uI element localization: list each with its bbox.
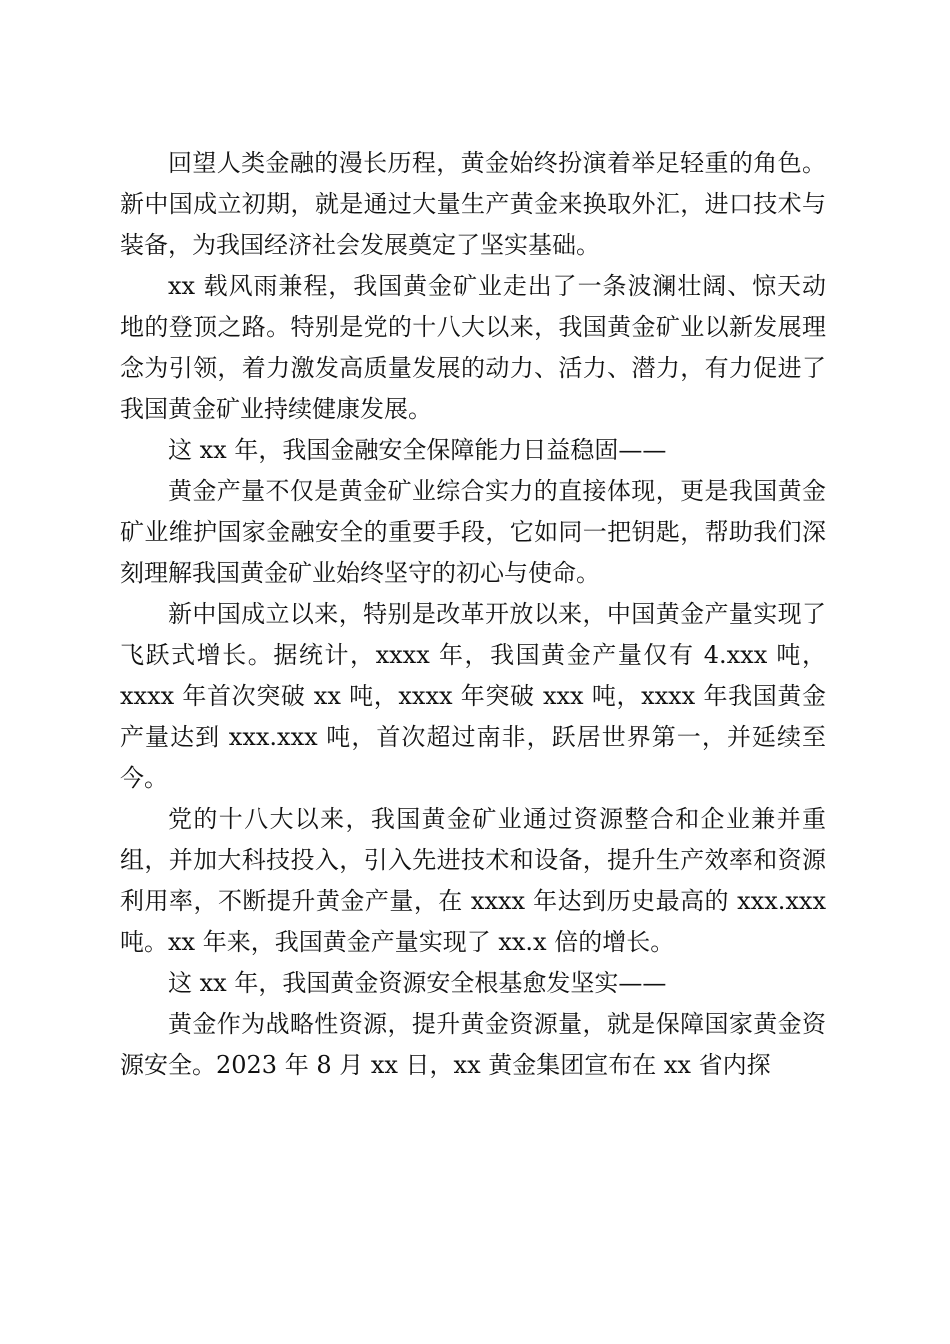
paragraph-output-growth: 新中国成立以来，特别是改革开放以来，中国黄金产量实现了飞跃式增长。据统计，xxxx 年，我国黄金产量仅有 4.xxx 吨，xxxx 年首次突破 xx 吨，xxxx 年突破 xxx 吨，xxxx 年我国黄金产量达到 xxx.xxx 吨，首次超过南非，跃居世界第一，并延续至今。 (120, 600, 826, 792)
paragraph-gold-history: 回望人类金融的漫长历程，黄金始终扮演着举足轻重的角色。新中国成立初期，就是通过大量生产黄金来换取外汇，进口技术与装备，为我国经济社会发展奠定了坚实基础。 (120, 149, 826, 259)
document-body (120, 143, 826, 1086)
paragraph-strategic-resource: 黄金作为战略性资源，提升黄金资源量，就是保障国家黄金资源安全。2023 年 8 月 xx 日，xx 黄金集团宣布在 xx 省内探 (120, 1010, 826, 1079)
paragraph-gold-output-role: 黄金产量不仅是黄金矿业综合实力的直接体现，更是我国黄金矿业维护国家金融安全的重要手段，它如同一把钥匙，帮助我们深刻理解我国黄金矿业始终坚守的初心与使命。 (120, 477, 826, 587)
paragraph-mining-development: xx 载风雨兼程，我国黄金矿业走出了一条波澜壮阔、惊天动地的登顶之路。特别是党的十八大以来，我国黄金矿业以新发展理念为引领，着力激发高质量发展的动力、活力、潜力，有力促进了我国黄金矿业持续健康发展。 (120, 272, 826, 423)
section-heading-financial-security: 这 xx 年，我国金融安全保障能力日益稳固—— (168, 436, 667, 464)
paragraph-eighteenth-congress: 党的十八大以来，我国黄金矿业通过资源整合和企业兼并重组，并加大科技投入，引入先进技术和设备，提升生产效率和资源利用率，不断提升黄金产量，在 xxxx 年达到历史最高的 xxx.xxx 吨。xx 年来，我国黄金产量实现了 xx.x 倍的增长。 (120, 805, 826, 956)
section-heading-resource-security: 这 xx 年，我国黄金资源安全根基愈发坚实—— (168, 969, 667, 997)
